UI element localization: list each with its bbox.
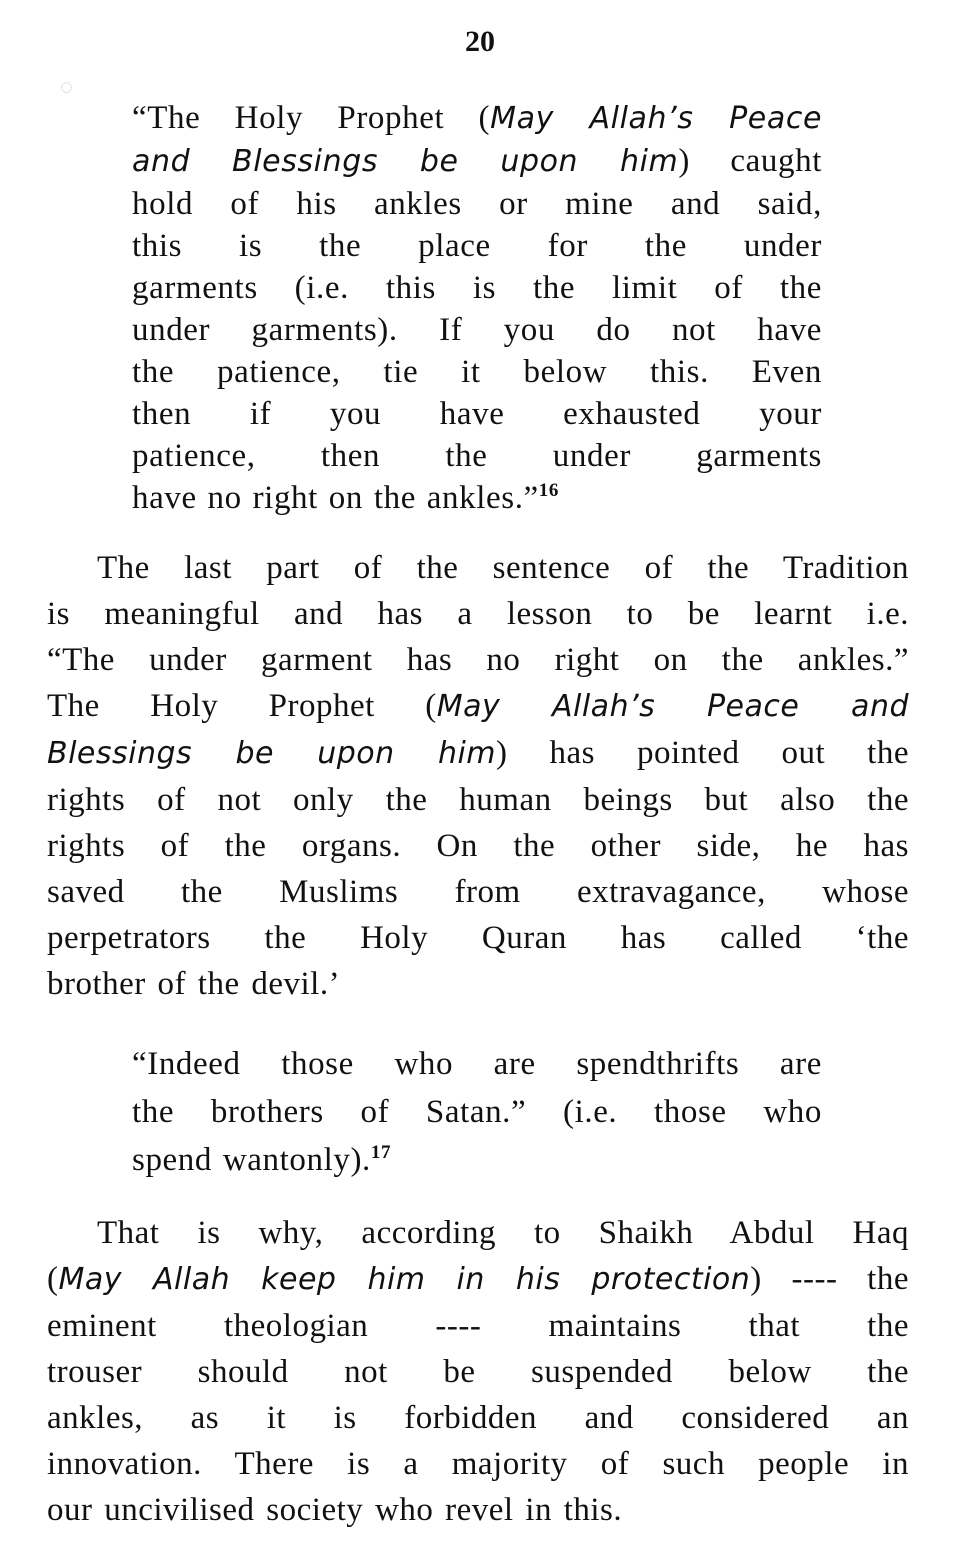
paragraph-line: is meaningful and has a lesson to be learnt i.e.	[47, 596, 909, 632]
page-number: 20	[465, 25, 495, 58]
body-paragraph-shaikh	[47, 1210, 909, 1533]
paragraph-line: ankles, as it is forbidden and considered an	[47, 1400, 909, 1436]
paragraph-line: The last part of the sentence of the Tradition	[97, 550, 909, 586]
paragraph-line: That is why, according to Shaikh Abdul Haq	[97, 1215, 909, 1251]
quote-line: hold of his ankles or mine and said,	[132, 186, 822, 222]
paragraph-line: “The under garment has no right on the ankles.”	[47, 642, 909, 678]
quote-line: the patience, tie it below this. Even	[132, 354, 822, 390]
quote-line: “Indeed those who are spendthrifts are	[132, 1046, 822, 1082]
quote-line: the brothers of Satan.” (i.e. those who	[132, 1094, 822, 1130]
footnote-marker: 16	[538, 480, 559, 501]
paragraph-line: trouser should not be suspended below the	[47, 1354, 909, 1390]
body-paragraph-tradition	[47, 545, 909, 1007]
quote-line: and Blessings be upon him) caught	[132, 143, 822, 179]
quote-line: have no right on the ankles.”$^{16}$	[132, 480, 559, 516]
paragraph-line: rights of not only the human beings but also the	[47, 782, 909, 818]
quote-line: “The Holy Prophet (May Allah’s Peace	[132, 100, 822, 136]
quote-line: garments (i.e. this is the limit of the	[132, 270, 822, 306]
paragraph-line: perpetrators the Holy Quran has called ‘the	[47, 920, 909, 956]
paragraph-line: saved the Muslims from extravagance, whose	[47, 874, 909, 910]
paragraph-line: (May Allah keep him in his protection) ---- the	[47, 1261, 909, 1297]
block-quote-quran	[132, 1040, 822, 1184]
quote-line: spend wantonly).$^{17}$	[132, 1142, 392, 1178]
paragraph-line: eminent theologian ---- maintains that the	[47, 1308, 909, 1344]
block-quote-hadith	[132, 97, 822, 519]
paragraph-line: The Holy Prophet (May Allah’s Peace and	[47, 688, 909, 724]
paragraph-line: brother of the devil.’	[47, 966, 341, 1002]
paragraph-line: innovation. There is a majority of such people in	[47, 1446, 909, 1482]
paragraph-line: rights of the organs. On the other side, he has	[47, 828, 909, 864]
scan-smudge-mark: ◌	[60, 74, 74, 99]
quote-line: then if you have exhausted your	[132, 396, 822, 432]
quote-line: this is the place for the under	[132, 228, 822, 264]
quote-line: patience, then the under garments	[132, 438, 822, 474]
quote-line: under garments). If you do not have	[132, 312, 822, 348]
paragraph-line: our uncivilised society who revel in this.	[47, 1492, 623, 1528]
paragraph-line: Blessings be upon him) has pointed out the	[47, 735, 909, 771]
footnote-marker: 17	[370, 1142, 392, 1163]
